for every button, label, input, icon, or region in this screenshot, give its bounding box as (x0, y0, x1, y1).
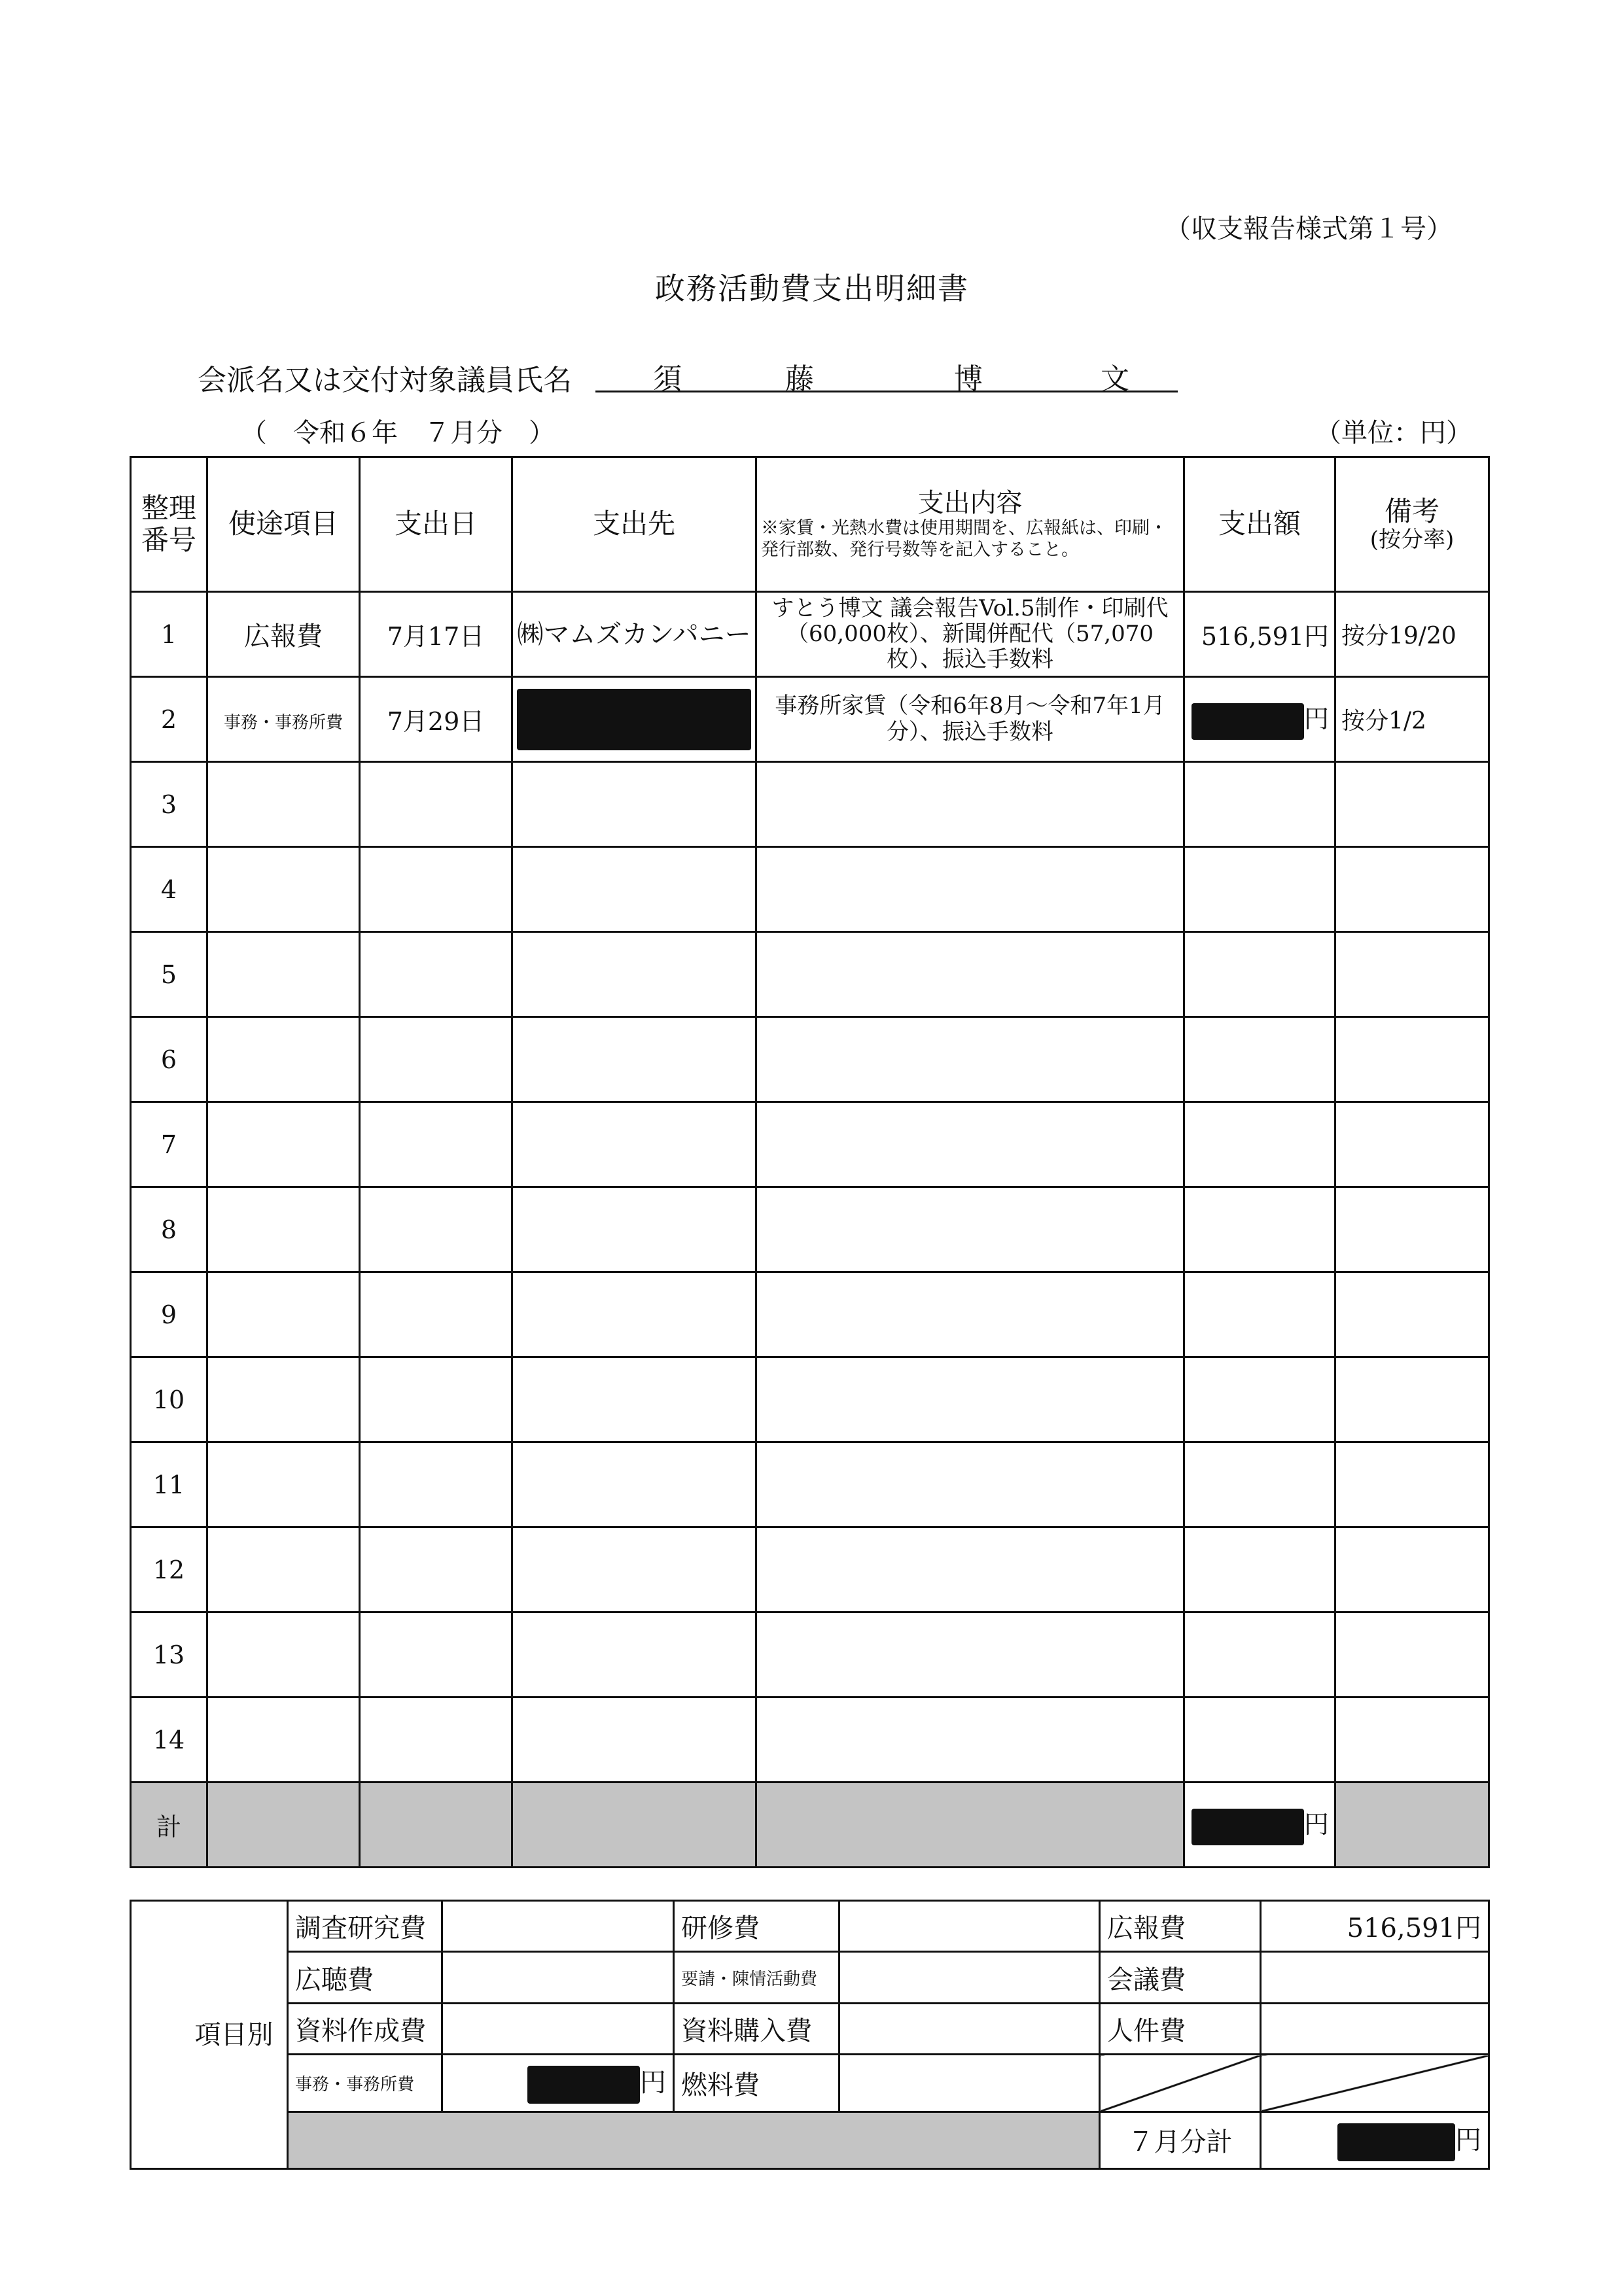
redaction-block (1192, 1809, 1304, 1845)
table-row (131, 847, 1489, 932)
header-remarks-sub: (按分率) (1369, 527, 1455, 553)
row-no: 7 (131, 1102, 207, 1187)
redaction-block (1192, 703, 1304, 740)
total-amount (1184, 1783, 1335, 1868)
total-label: 計 (131, 1783, 207, 1868)
row-date: 7月17日 (360, 592, 512, 677)
member-name-field (595, 350, 1178, 396)
redaction-block (517, 689, 751, 750)
row-content: すとう博文 議会報告Vol.5制作・印刷代（60,000枚）、新聞併配代（57,070枚）、振込手数料 (756, 592, 1184, 677)
summary-value-chosa (442, 1901, 674, 1952)
row-item-text: 事務・事務所費 (223, 712, 343, 733)
summary-gray-band (288, 2112, 1100, 2169)
header-remarks-title: 備考 (1384, 495, 1439, 527)
row-no: 1 (131, 592, 207, 677)
category-summary-table (130, 1900, 1490, 2170)
summary-value-kenshu (839, 1901, 1100, 1952)
row-remarks: 按分19/20 (1335, 592, 1489, 677)
summary-value-jinken (1261, 2003, 1489, 2054)
header-content-note: ※家賃・光熱水費は使用期間を、広報紙は、印刷・発行部数、発行号数等を記入すること。 (761, 518, 1167, 560)
total-row (131, 1783, 1489, 1868)
member-name-char: 須 (653, 362, 682, 396)
header-date: 支出日 (360, 457, 512, 592)
row-no: 11 (131, 1442, 207, 1527)
summary-label-kocho: 広聴費 (288, 1952, 442, 2003)
row-no: 13 (131, 1612, 207, 1697)
row-no: 3 (131, 762, 207, 847)
header-amount: 支出額 (1184, 457, 1335, 592)
header-remarks (1335, 457, 1489, 592)
row-no: 8 (131, 1187, 207, 1272)
summary-label-shiryo-sakusei: 資料作成費 (288, 2003, 442, 2054)
summary-crossed-cell (1261, 2055, 1489, 2112)
row-no: 5 (131, 932, 207, 1017)
table-row (131, 1017, 1489, 1102)
table-row (131, 1357, 1489, 1442)
summary-label-kenshu: 研修費 (674, 1901, 839, 1952)
summary-label-nenryo: 燃料費 (674, 2055, 839, 2112)
summary-jimusho-suffix: 円 (640, 2068, 666, 2098)
summary-label-jinken: 人件費 (1100, 2003, 1261, 2054)
row-no: 2 (131, 677, 207, 762)
form-number: （収支報告様式第１号） (1165, 214, 1453, 244)
row-no: 4 (131, 847, 207, 932)
header-no: 整理番号 (131, 457, 207, 592)
month-total-label: ７月分計 (1100, 2112, 1261, 2169)
row-item (207, 677, 360, 762)
member-name-char: 文 (1101, 362, 1129, 396)
table-row (131, 1102, 1489, 1187)
summary-value-nenryo (839, 2055, 1100, 2112)
expense-table (130, 456, 1490, 1868)
redaction-block (1337, 2123, 1455, 2161)
row-no: 10 (131, 1357, 207, 1442)
summary-label-jimusho: 事務・事務所費 (288, 2055, 442, 2112)
table-row (131, 677, 1489, 762)
row-item: 広報費 (207, 592, 360, 677)
row-no: 12 (131, 1527, 207, 1612)
month-total-suffix: 円 (1455, 2125, 1481, 2155)
table-row (131, 1612, 1489, 1697)
header-content (756, 457, 1184, 592)
row-payee-redacted (512, 677, 756, 762)
table-row (131, 762, 1489, 847)
row-amount-suffix: 円 (1303, 704, 1329, 734)
redaction-block (527, 2066, 640, 2104)
member-label: 会派名又は交付対象議員氏名 (198, 364, 572, 397)
member-name-char: 藤 (785, 362, 814, 396)
summary-value-koho: 516,591円 (1261, 1901, 1489, 1952)
row-amount (1184, 677, 1335, 762)
row-payee: ㈱マムズカンパニー (512, 592, 756, 677)
table-row (131, 1527, 1489, 1612)
table-row (131, 592, 1489, 677)
total-suffix: 円 (1303, 1810, 1329, 1839)
unit-label: （単位：円） (1315, 418, 1472, 448)
row-content: 事務所家賃（令和6年8月～令和7年1月分）、振込手数料 (756, 677, 1184, 762)
period: （ 令和６年 ７月分 ） (241, 418, 555, 448)
summary-value-jimusho (442, 2055, 674, 2112)
table-header-row (131, 457, 1489, 592)
header-item: 使途項目 (207, 457, 360, 592)
summary-value-kaigi (1261, 1952, 1489, 2003)
table-row (131, 1272, 1489, 1357)
header-content-title: 支出内容 (917, 488, 1023, 519)
row-amount: 516,591円 (1184, 592, 1335, 677)
month-total-value (1261, 2112, 1489, 2169)
summary-label-chosa: 調査研究費 (288, 1901, 442, 1952)
document-title: 政務活動費支出明細書 (655, 271, 969, 306)
summary-value-shiryo-sakusei (442, 2003, 674, 2054)
summary-label-koho: 広報費 (1100, 1901, 1261, 1952)
row-no: 14 (131, 1697, 207, 1783)
category-label: 項目別 (131, 1901, 288, 2169)
summary-label-yosei: 要請・陳情活動費 (674, 1952, 839, 2003)
row-remarks: 按分1/2 (1335, 677, 1489, 762)
summary-value-yosei (839, 1952, 1100, 2003)
header-payee: 支出先 (512, 457, 756, 592)
table-row (131, 1697, 1489, 1783)
table-row (131, 1187, 1489, 1272)
row-no: 9 (131, 1272, 207, 1357)
member-name-char: 博 (954, 362, 983, 396)
summary-value-shiryo-konyu (839, 2003, 1100, 2054)
summary-label-shiryo-konyu: 資料購入費 (674, 2003, 839, 2054)
table-row (131, 932, 1489, 1017)
summary-label-kaigi: 会議費 (1100, 1952, 1261, 2003)
row-no: 6 (131, 1017, 207, 1102)
row-date: 7月29日 (360, 677, 512, 762)
summary-value-kocho (442, 1952, 674, 2003)
table-row (131, 1442, 1489, 1527)
summary-crossed-cell (1100, 2055, 1261, 2112)
